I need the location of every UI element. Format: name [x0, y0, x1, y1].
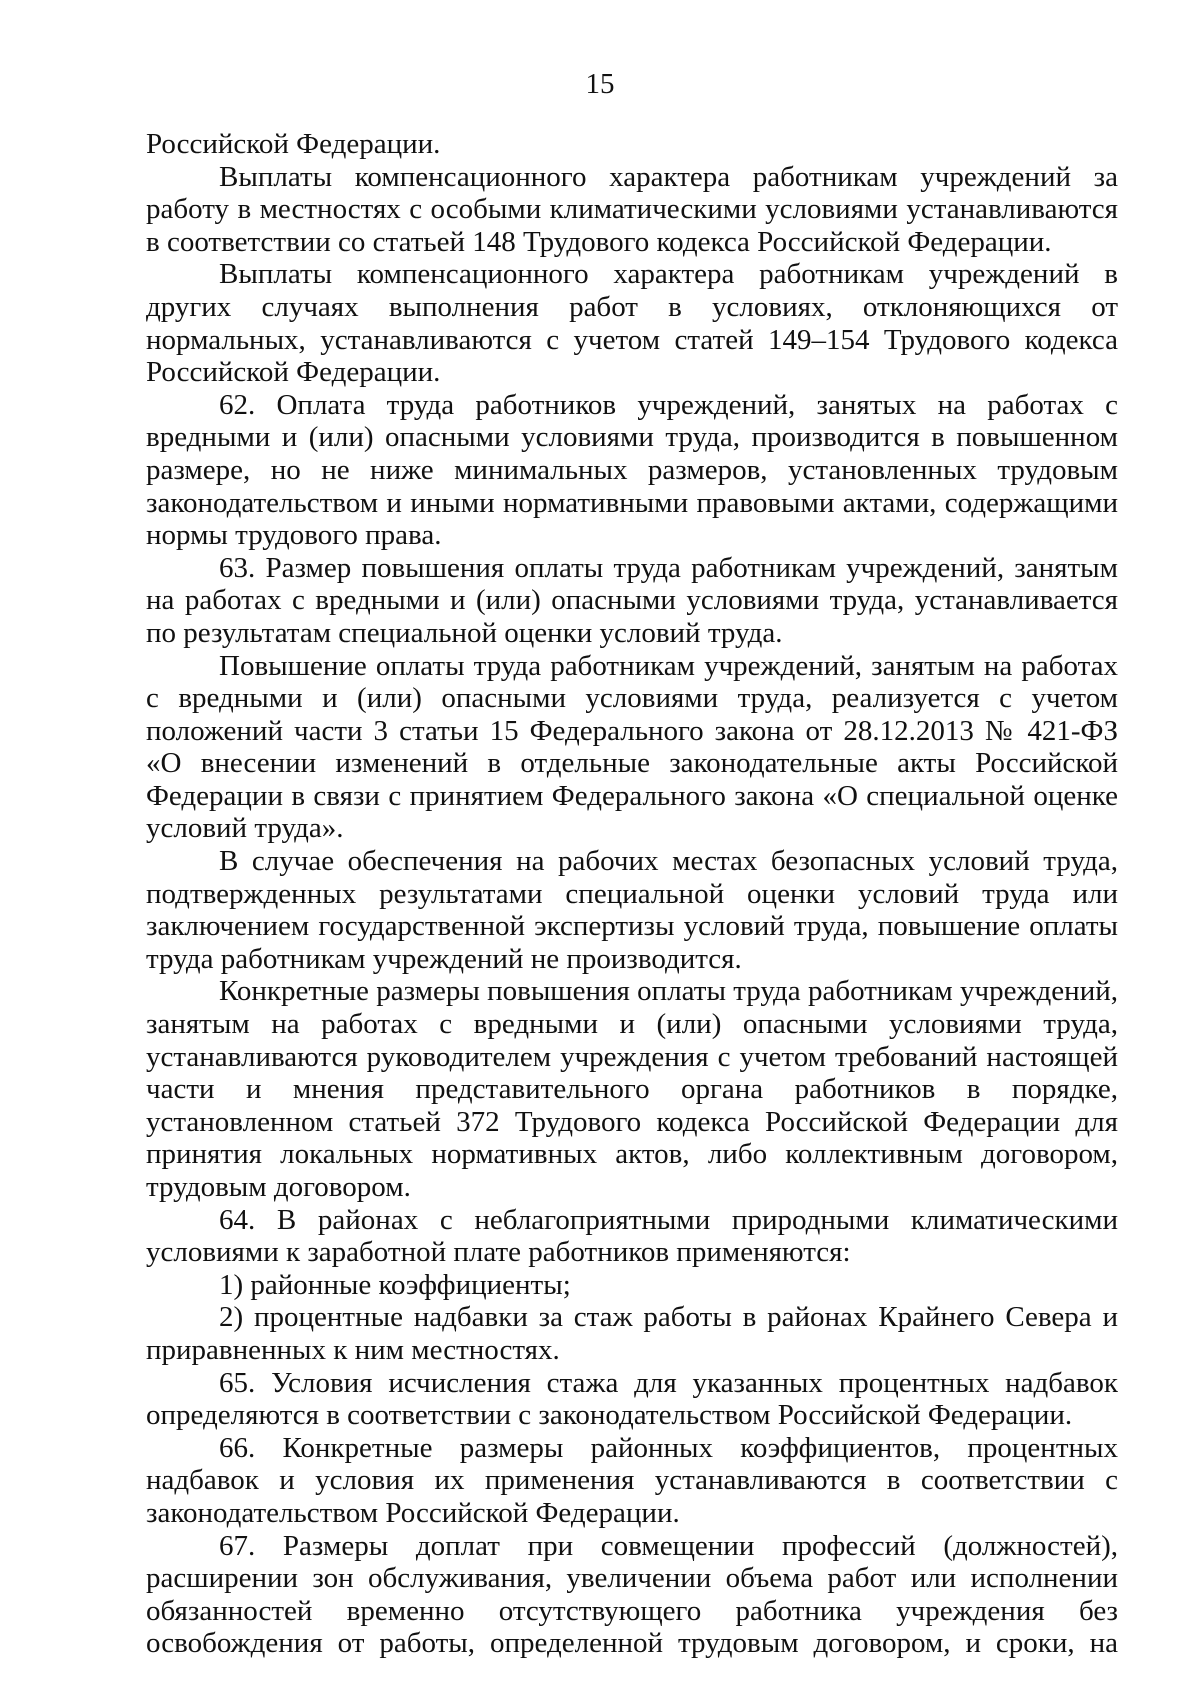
- page-number: 15: [585, 68, 615, 100]
- paragraph-pay-increase: Повышение оплаты труда работникам учреждений, занятым на работах с вредными и (или) опасными условиями труда, реализуется с учетом положений части 3 статьи 15 Федерального закона от 28.12.2013 № 421-ФЗ «О внесении изменений в отдельные законодательные акты Российской Федерации в связи с принятием Федерального закона «О специальной оценке условий труда».: [146, 649, 1118, 845]
- paragraph-item-64: 64. В районах с неблагоприятными природными климатическими условиями к заработной плате работников применяются:: [146, 1203, 1118, 1269]
- paragraph-safe-conditions: В случае обеспечения на рабочих местах безопасных условий труда, подтвержденных результатами специальной оценки условий труда или заключением государственной экспертизы условий труда, повышение оплаты труда работникам учреждений не производится.: [146, 845, 1118, 975]
- paragraph-continuation: Российской Федерации.: [146, 128, 441, 160]
- list-item-2: 2) процентные надбавки за стаж работы в районах Крайнего Севера и приравненных к ним местностях.: [146, 1301, 1118, 1366]
- paragraph-item-65: 65. Условия исчисления стажа для указанных процентных надбавок определяются в соответствии с законодательством Российской Федерации.: [146, 1366, 1118, 1432]
- paragraph-item-66: 66. Конкретные размеры районных коэффициентов, процентных надбавок и условия их применения устанавливаются в соответствии с законодательством Российской Федерации.: [146, 1431, 1118, 1529]
- paragraph-other-cases-payments: Выплаты компенсационного характера работникам учреждений в других случаях выполнения работ в условиях, отклоняющихся от нормальных, устанавливаются с учетом статей 149–154 Трудового кодекса Российской Федерации.: [146, 258, 1118, 389]
- paragraph-item-67: 67. Размеры доплат при совмещении профессий (должностей), расширении зон обслуживания, увеличении объема работ или исполнении обязанностей временно отсутствующего работника учреждения без освобождения от работы, определенной трудовым договором, и сроки, на: [146, 1529, 1118, 1660]
- paragraph-item-63: 63. Размер повышения оплаты труда работникам учреждений, занятым на работах с вредными и (или) опасными условиями труда, устанавливается по результатам специальной оценки условий труда.: [146, 551, 1118, 649]
- paragraph-climatic-payments: Выплаты компенсационного характера работникам учреждений за работу в местностях с особыми климатическими условиями устанавливаются в соответствии со статьей 148 Трудового кодекса Российской Федерации.: [146, 160, 1118, 258]
- paragraph-specific-sizes: Конкретные размеры повышения оплаты труда работникам учреждений, занятым на работах с вредными и (или) опасными условиями труда, устанавливаются руководителем учреждения с учетом требований настоящей части и мнения представительного органа работников в порядке, установленном статьей 372 Трудового кодекса Российской Федерации для принятия локальных нормативных актов, либо коллективным договором, трудовым договором.: [146, 975, 1118, 1203]
- paragraph-item-62: 62. Оплата труда работников учреждений, занятых на работах с вредными и (или) опасными условиями труда, производится в повышенном размере, но не ниже минимальных размеров, установленных трудовым законодательством и иными нормативными правовыми актами, содержащими нормы трудового права.: [146, 388, 1118, 552]
- list-item-1: 1) районные коэффициенты;: [219, 1268, 571, 1301]
- document-body: [146, 128, 1118, 1660]
